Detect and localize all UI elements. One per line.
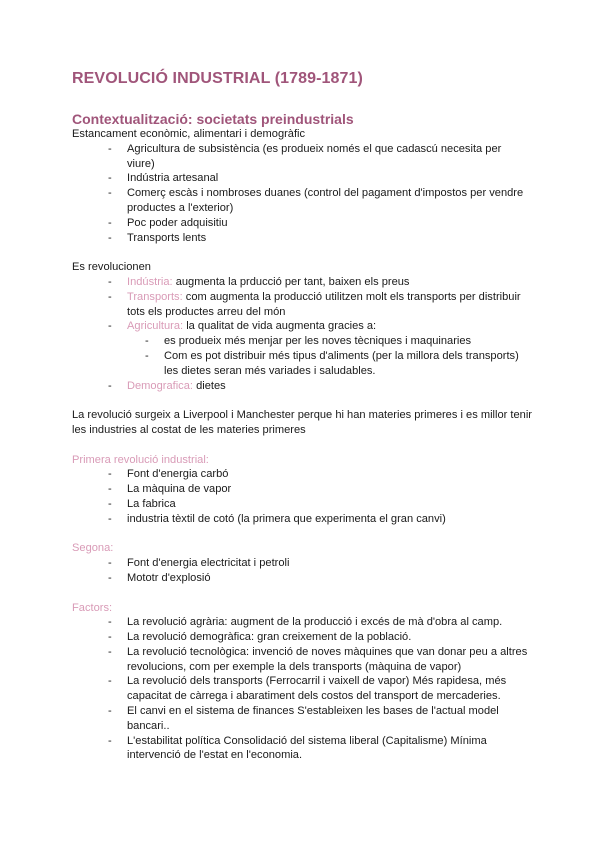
context-heading: Contextualització: societats preindustrials (72, 111, 354, 127)
list-item: - Poc poder adquisitiu (108, 216, 532, 231)
demografica-text: dietes (192, 379, 226, 392)
list-item (108, 319, 532, 378)
revolutions-list (72, 275, 532, 393)
segona-list (72, 556, 532, 586)
primera-label: Primera revolució industrial: (72, 453, 209, 466)
list-item: - La fabrica (108, 497, 532, 512)
list-item: - El canvi en el sistema de finances S'estableixen les bases de l'actual model bancari.. (108, 704, 532, 734)
list-item: - Indústria artesanal (108, 171, 532, 186)
list-item: - es produeix més menjar per les noves tècniques i maquinaries (145, 334, 532, 349)
origin-paragraph: La revolució surgeix a Liverpool i Manchester perque hi han materies primeres i es millor tenir les industries al costat de les materies primeres (72, 409, 532, 436)
list-item: - Agricultura de subsistència (es produeix només el que cadascú necesita per viure) (108, 142, 532, 172)
list-item: - L'estabilitat política Consolidació del sistema liberal (Capitalisme) Mínima intervenció de l'estat en l'economia. (108, 734, 532, 764)
list-item (108, 275, 532, 290)
transports-text: com augmenta la producció utilitzen molt els transports per distribuir tots els productes arreu del món (127, 290, 521, 318)
page-title: REVOLUCIÓ INDUSTRIAL (1789-1871) (72, 70, 363, 87)
primera-list (72, 467, 532, 526)
list-item: - La revolució demogràfica: gran creixement de la població. (108, 630, 532, 645)
list-item: - La màquina de vapor (108, 482, 532, 497)
list-item: - Font d'energia electricitat i petroli (108, 556, 532, 571)
list-item: - Com es pot distribuir més tipus d'aliments (per la millora dels transports) les dietes seran més variades i saludables. (145, 349, 532, 379)
list-item: - La revolució tecnològica: invenció de noves màquines que van donar peu a altres revolucions, com per exemple la dels transports (màquina de vapor) (108, 645, 532, 675)
industria-text: augmenta la prducció per tant, baixen els preus (172, 275, 410, 288)
list-item: - Comerç escàs i nombroses duanes (control del pagament d'impostos per vendre productes a l'exterior) (108, 186, 532, 216)
list-item (108, 379, 532, 394)
list-item: - industria tèxtil de cotó (la primera que experimenta el gran canvi) (108, 512, 532, 527)
transports-label: Transports: (127, 290, 183, 303)
agricultura-label: Agricultura: (127, 320, 184, 333)
segona-label: Segona: (72, 542, 114, 555)
factors-list (72, 615, 532, 763)
list-item: - Transports lents (108, 231, 532, 246)
list-item: - La revolució agrària: augment de la producció i excés de mà d'obra al camp. (108, 615, 532, 630)
revolutions-intro: Es revolucionen (72, 261, 151, 274)
list-item: - Font d'energia carbó (108, 467, 532, 482)
list-item: - La revolució dels transports (Ferrocarril i vaixell de vapor) Més rapidesa, més capacitat de càrrega i abaratiment dels costos del transport de mercaderies. (108, 674, 532, 704)
document-page (72, 70, 532, 763)
factors-label: Factors: (72, 601, 113, 614)
context-list (72, 142, 532, 246)
industria-label: Indústria: (127, 275, 173, 288)
list-item (108, 290, 532, 320)
demografica-label: Demografica: (127, 379, 193, 392)
agricultura-sublist (127, 334, 532, 378)
context-intro: Estancament econòmic, alimentari i demogràfic (72, 128, 306, 140)
agricultura-text: la qualitat de vida augmenta gracies a: (183, 320, 377, 333)
list-item: - Mototr d'explosió (108, 571, 532, 586)
